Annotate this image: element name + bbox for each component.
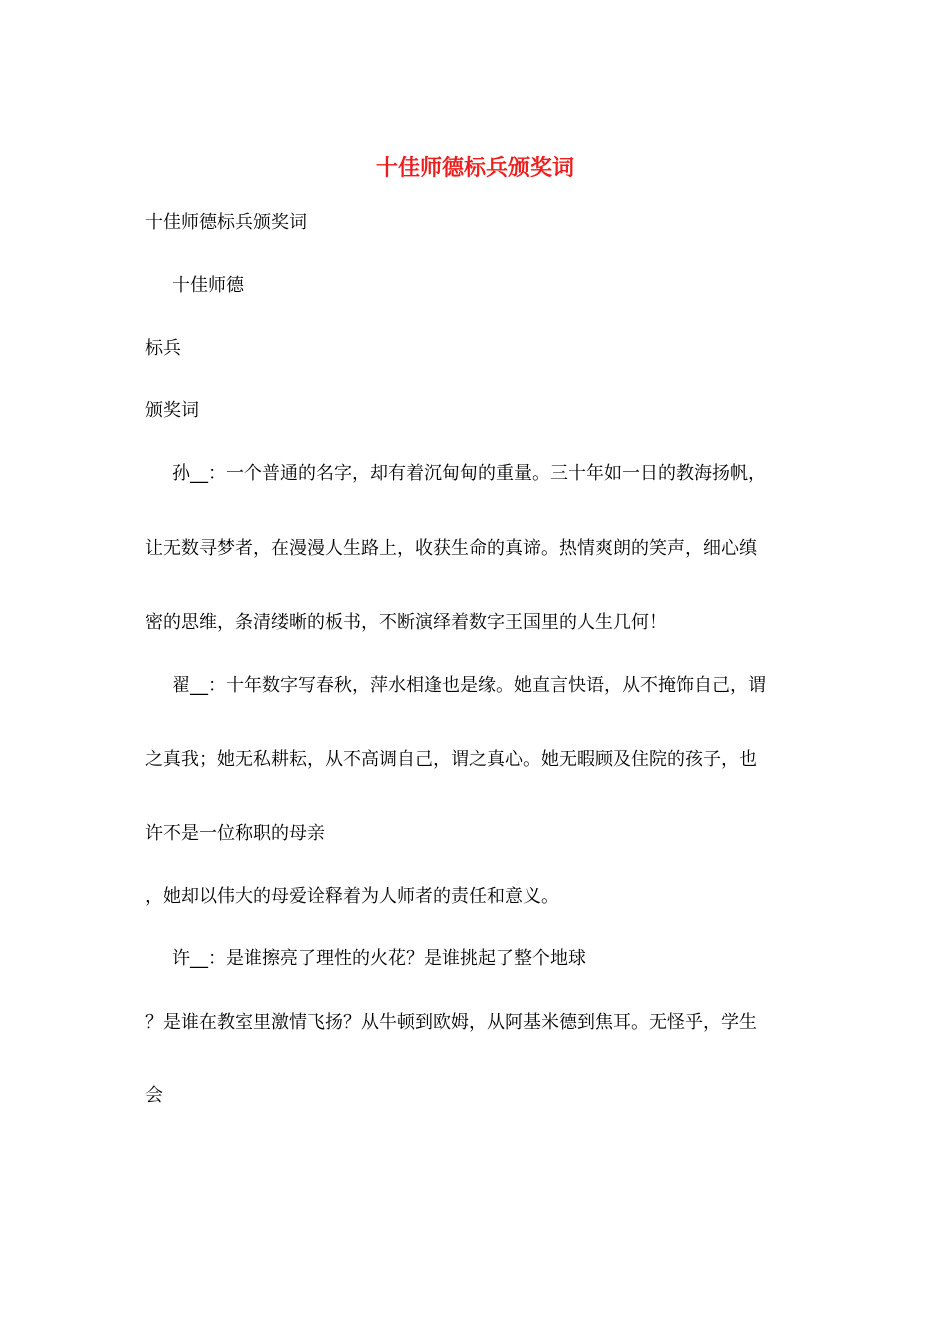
paragraph-line: 让无数寻梦者，在漫漫人生路上，收获生命的真谛。热情爽朗的笑声，细心缜 [145, 538, 757, 559]
paragraph-line: ？是谁在教室里激情飞扬？从牛顿到欧姆，从阿基米德到焦耳。无怪乎，学生 [145, 1012, 757, 1033]
paragraph-line: 之真我；她无私耕耘，从不高调自己，谓之真心。她无暇顾及住院的孩子，也 [145, 749, 757, 770]
paragraph-line: 十佳师德 [172, 275, 244, 296]
paragraph-line: 许不是一位称职的母亲 [145, 823, 325, 844]
paragraph-line: 孙__：一个普通的名字，却有着沉甸甸的重量。三十年如一日的教海扬帆， [172, 463, 766, 484]
paragraph-line: 颁奖词 [145, 400, 199, 421]
paragraph-heading-line: 十佳师德标兵颁奖词 [145, 212, 307, 233]
paragraph-line: 翟__：十年数字写春秋，萍水相逢也是缘。她直言快语，从不掩饰自己，谓 [172, 675, 766, 696]
paragraph-line: 标兵 [145, 338, 181, 359]
paragraph-line: ，她却以伟大的母爱诠释着为人师者的责任和意义。 [145, 886, 559, 907]
paragraph-line: 许__：是谁擦亮了理性的火花？是谁挑起了整个地球 [172, 948, 586, 969]
paragraph-line: 会 [145, 1085, 163, 1106]
document-title: 十佳师德标兵颁奖词 [375, 155, 574, 181]
paragraph-line: 密的思维，条清缕晰的板书，不断演绎着数字王国里的人生几何！ [145, 612, 667, 633]
